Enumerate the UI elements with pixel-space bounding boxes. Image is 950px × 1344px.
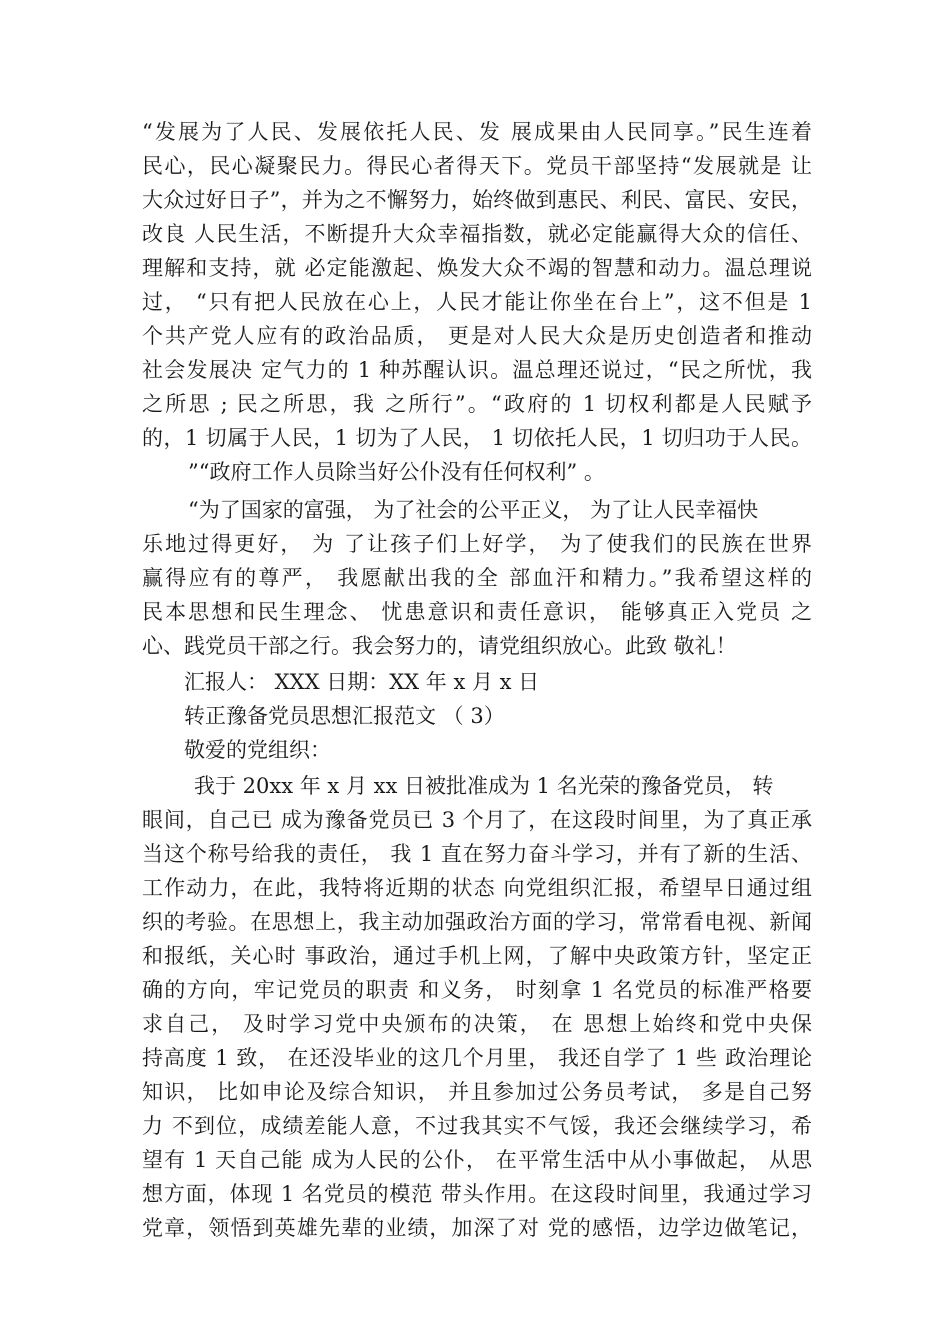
paragraph-3-line-5: 织的考验。在思想上，我主动加强政治方面的学习，常常看电视、新闻 [142,910,812,934]
paragraph-3-line-13: 想方面，体现 1 名党员的模范 带头作用。在这段时间里，我通过学习 [142,1182,812,1206]
paragraph-3-line-7: 确的方向，牢记党员的职责 和义务， 时刻拿 1 名党员的标准严格要 [142,978,812,1002]
paragraph-3-line-10: 知识， 比如申论及综合知识， 并且参加过公务员考试， 多是自己努 [142,1080,812,1104]
paragraph-2-line-5: 心、践党员干部之行。我会努力的，请党组织放心。此致 敬礼！ [142,634,737,658]
paragraph-3-line-6: 和报纸，关心时 事政治，通过手机上网，了解中央政策方针，坚定正 [142,944,812,968]
paragraph-3-line-1: 我于 20xx 年 x 月 xx 日被批准成为 1 名光荣的豫备党员， 转 [194,774,774,798]
paragraph-2-line-4: 民本思想和民生理念、 忧患意识和责任意识， 能够真正入党员 之 [142,600,812,624]
paragraph-3-line-4: 工作动力，在此，我特将近期的状态 向党组织汇报，希望早日通过组 [142,876,812,900]
paragraph-3-line-14: 党章，领悟到英雄先辈的业绩，加深了对 党的感悟，边学边做笔记， [142,1216,812,1240]
paragraph-1-line-6: 过， “只有把人民放在心上，人民才能让你坐在台上”，这不但是 1 [142,290,812,314]
paragraph-2-line-1: “为了国家的富强， 为了社会的公平正义， 为了让人民幸福快 [188,498,759,522]
paragraph-3-line-9: 持高度 1 致， 在还没毕业的这几个月里， 我还自学了 1 些 政治理论 [142,1046,812,1070]
salutation: 敬爱的党组织： [184,738,331,762]
paragraph-1-line-10: 的，1 切属于人民，1 切为了人民， 1 切依托人民，1 切归功于人民。 [142,426,812,450]
paragraph-3-line-3: 当这个称号给我的责任， 我 1 直在努力奋斗学习，并有了新的生活、 [142,842,812,866]
paragraph-1-line-9: 之所思 ; 民之所思，我 之所行”。“政府的 1 切权利都是人民赋予 [142,392,812,416]
paragraph-1-line-7: 个共产党人应有的政治品质， 更是对人民大众是历史创造者和推动 [142,324,812,348]
paragraph-1-line-5: 理解和支持，就 必定能激起、焕发大众不竭的智慧和动力。温总理说 [142,256,812,280]
paragraph-1-line-2: 民心，民心凝聚民力。得民心者得天下。党员干部坚持“发展就是 让 [142,154,812,178]
paragraph-3-line-8: 求自己， 及时学习党中央颁布的决策， 在 思想上始终和党中央保 [142,1012,812,1036]
paragraph-3-line-2: 眼间，自己已 成为豫备党员已 3 个月了，在这段时间里，为了真正承 [142,808,812,832]
paragraph-3-line-11: 力 不到位，成绩差能人意，不过我其实不气馁，我还会继续学习，希 [142,1114,812,1138]
paragraph-1-line-8: 社会发展决 定气力的 1 种苏醒认识。温总理还说过，“民之所忧，我 [142,358,812,382]
reporter-line: 汇报人： XXX 日期：XX 年 x 月 x 日 [184,670,540,694]
paragraph-2-line-2: 乐地过得更好， 为 了让孩子们上好学， 为了使我们的民族在世界 [142,532,812,556]
paragraph-1-line-4: 改良 人民生活，不断提升大众幸福指数，就必定能赢得大众的信任、 [142,222,812,246]
paragraph-2-line-3: 赢得应有的尊严， 我愿献出我的全 部血汗和精力。”我希望这样的 [142,566,812,590]
paragraph-3-line-12: 望有 1 天自己能 成为人民的公仆， 在平常生活中从小事做起， 从思 [142,1148,812,1172]
section-title: 转正豫备党员思想汇报范文 （ 3） [184,704,505,728]
paragraph-1-line-1: “发展为了人民、发展依托人民、发 展成果由人民同享。”民生连着 [142,120,812,144]
paragraph-1-line-3: 大众过好日子”，并为之不懈努力，始终做到惠民、利民、富民、安民， [142,188,812,212]
paragraph-1-line-11: ”“政府工作人员除当好公仆没有任何权利” 。 [188,460,605,484]
